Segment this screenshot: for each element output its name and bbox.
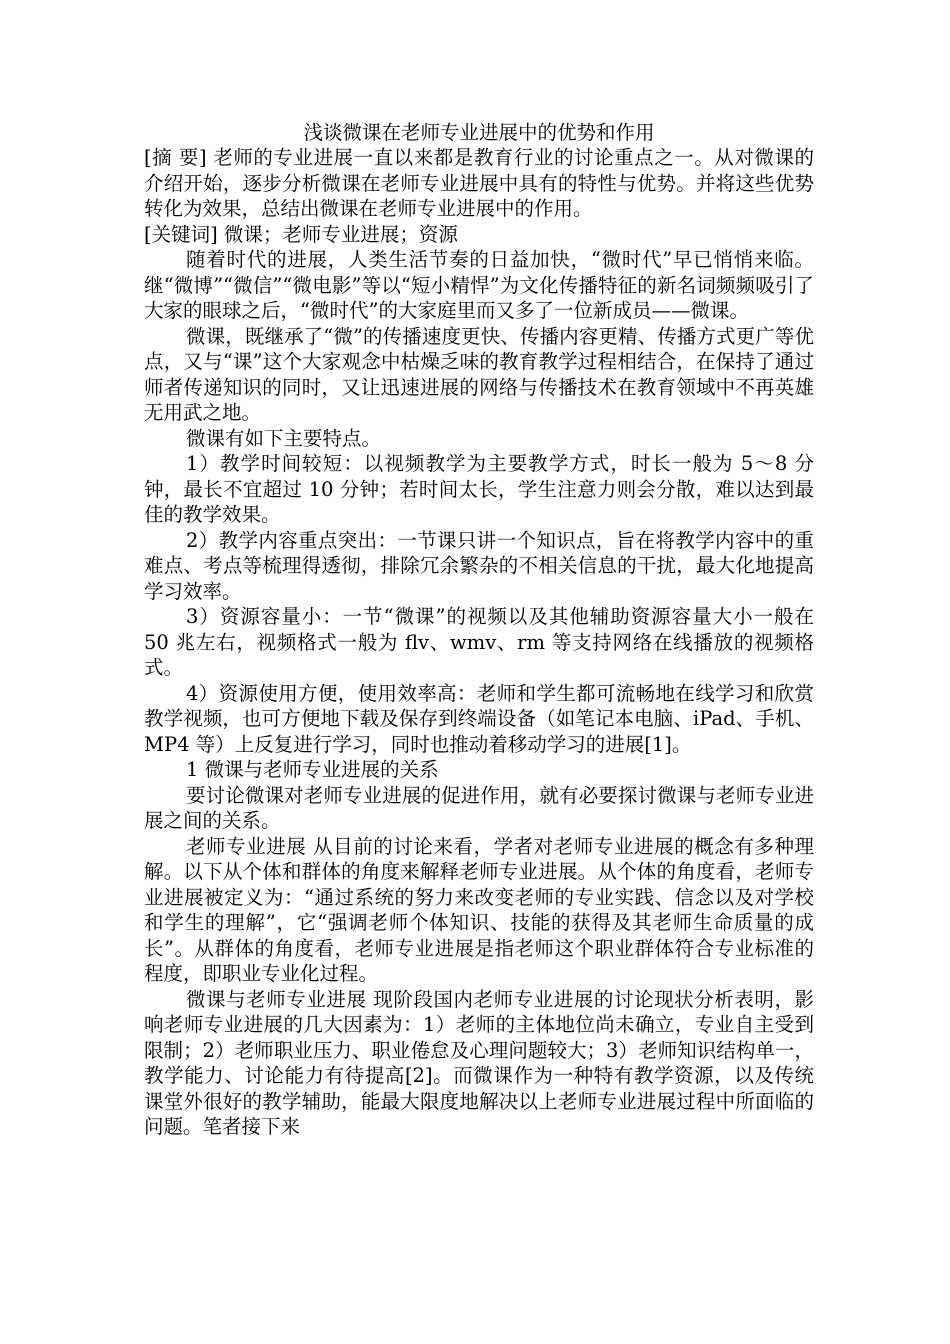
section-heading: 1 微课与老师专业进展的关系 (186, 758, 439, 781)
body-paragraph: 微课，既继承了“微”的传播速度更快、传播内容更精、传播方式更广等优点，又与“课”这个大家观念中枯燥乏味的教育教学过程相结合，在保持了通过师者传递知识的同时，又让迅速进展的网络与传播技术在教育领域中不再英雄无用武之地。 (144, 324, 814, 424)
body-paragraph: 微课与老师专业进展 现阶段国内老师专业进展的讨论现状分析表明，影响老师专业进展的几大因素为：1）老师的主体地位尚未确立，专业自主受到限制；2）老师职业压力、职业倦怠及心理问题较大；3）老师知识结构单一，教学能力、讨论能力有待提高[2]。而微课作为一种特有教学资源，以及传统课堂外很好的教学辅助，能最大限度地解决以上老师专业进展过程中所面临的问题。笔者接下来 (144, 987, 814, 1138)
body-paragraph: 随着时代的进展，人类生活节奏的日益加快，“微时代”早已悄悄来临。继“微博”“微信”“微电影”等以“短小精悍”为文化传播特征的新名词频频吸引了大家的眼球之后，“微时代”的大家庭里而又多了一位新成员——微课。 (144, 248, 814, 322)
feature-item: 3）资源容量小：一节“微课”的视频以及其他辅助资源容量大小一般在 50 兆左右，视频格式一般为 flv、wmv、rm 等支持网络在线播放的视频格式。 (144, 605, 814, 679)
document-title: 浅谈微课在老师专业进展中的优势和作用 (303, 121, 655, 144)
keywords-paragraph: [关键词] 微课；老师专业进展；资源 (144, 222, 458, 246)
feature-item: 2）教学内容重点突出：一节课只讲一个知识点，旨在将教学内容中的重难点、考点等梳理得透彻，排除冗余繁杂的不相关信息的干扰，最大化地提高学习效率。 (144, 528, 814, 603)
feature-item: 4）资源使用方便，使用效率高：老师和学生都可流畅地在线学习和欣赏教学视频，也可方便地下载及保存到终端设备（如笔记本电脑、iPad、手机、MP4 等）上反复进行学习，同时也推动着移动学习的进展[1]。 (144, 681, 814, 756)
abstract-paragraph: [摘 要] 老师的专业进展一直以来都是教育行业的讨论重点之一。从对微课的介绍开始，逐步分析微课在老师专业进展中具有的特性与优势。并将这些优势转化为效果，总结出微课在老师专业进展中的作用。 (144, 146, 814, 220)
document-page (144, 120, 814, 1140)
body-paragraph: 要讨论微课对老师专业进展的促进作用，就有必要探讨微课与老师专业进展之间的关系。 (144, 783, 814, 832)
body-paragraph: 微课有如下主要特点。 (186, 426, 382, 450)
feature-item: 1）教学时间较短：以视频教学为主要教学方式，时长一般为 5～8 分钟，最长不宜超过 10 分钟；若时间太长，学生注意力则会分散，难以达到最佳的教学效果。 (144, 452, 814, 526)
body-paragraph: 老师专业进展 从目前的讨论来看，学者对老师专业进展的概念有多种理解。以下从个体和群体的角度来解释老师专业进展。从个体的角度看，老师专业进展被定义为：“通过系统的努力来改变老师的专业实践、信念以及对学校和学生的理解”，它“强调老师个体知识、技能的获得及其老师生命质量的成长”。从群体的角度看，老师专业进展是指老师这个职业群体符合专业标准的程度，即职业专业化过程。 (144, 834, 814, 985)
